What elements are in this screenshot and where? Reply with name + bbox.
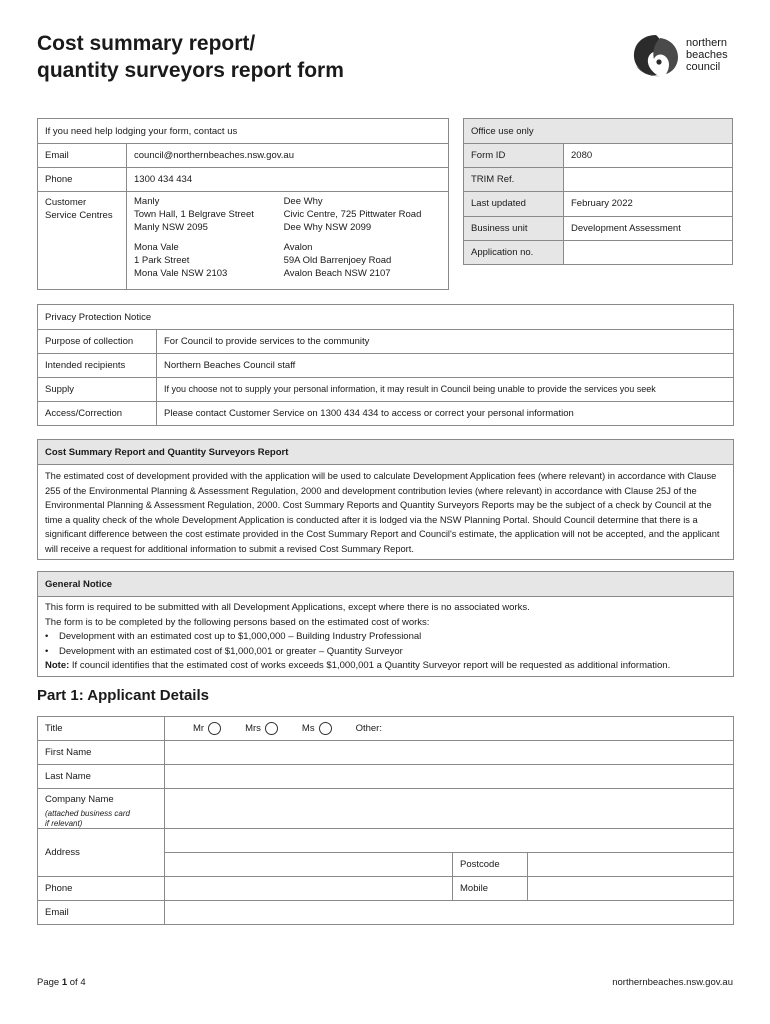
service-centres-label-line-2: Service Centres <box>45 210 113 221</box>
first-name-label: First Name <box>38 741 165 765</box>
general-notice-note <box>45 659 726 674</box>
page-current: 1 <box>61 977 68 988</box>
centre-avalon <box>284 241 441 280</box>
page-prefix: Page <box>37 977 62 988</box>
office-application-no-label: Application no. <box>464 240 564 264</box>
centre-dee-why <box>284 195 441 234</box>
bullet-text: Development with an estimated cost up to $1,000,000 – Building Industry Professional <box>59 631 422 643</box>
radio-mr[interactable] <box>208 722 221 735</box>
centre-street: Civic Centre, 725 Pittwater Road <box>283 209 422 220</box>
centre-suburb: Avalon Beach NSW 2107 <box>283 268 391 279</box>
service-centres-label <box>38 192 127 290</box>
company-name-field[interactable] <box>165 789 734 829</box>
centre-name: Avalon <box>283 242 313 253</box>
option-label: Mrs <box>245 723 261 734</box>
help-phone-value: 1300 434 434 <box>127 168 449 192</box>
privacy-purpose-label: Purpose of collection <box>38 330 157 354</box>
office-trim-label: TRIM Ref. <box>464 168 564 192</box>
logo-line-1: northern <box>686 37 727 49</box>
general-notice-bullet-2 <box>45 645 726 660</box>
page-suffix: of 4 <box>67 977 86 988</box>
office-use-table <box>463 118 733 265</box>
help-heading: If you need help lodging your form, contact us <box>38 119 449 144</box>
email-label: Email <box>38 901 165 925</box>
privacy-supply-value: If you choose not to supply your personal information, it may result in Council being unable to provide the services you seek <box>157 378 734 402</box>
footer-website[interactable]: northernbeaches.nsw.gov.au <box>612 977 733 988</box>
postcode-field[interactable] <box>528 853 734 877</box>
privacy-recipients-label: Intended recipients <box>38 354 157 378</box>
company-name-sublabel <box>45 809 157 828</box>
title-options <box>165 717 734 741</box>
general-notice-body <box>38 597 733 678</box>
logo-wordmark <box>686 37 728 73</box>
cost-report-notice <box>37 439 734 560</box>
privacy-recipients-value: Northern Beaches Council staff <box>157 354 734 378</box>
centre-suburb: Dee Why NSW 2099 <box>283 222 372 233</box>
radio-mrs[interactable] <box>265 722 278 735</box>
phone-label: Phone <box>38 877 165 901</box>
council-logo <box>630 32 742 80</box>
last-name-field[interactable] <box>165 765 734 789</box>
office-form-id-label: Form ID <box>464 144 564 168</box>
title-line-2: quantity surveyors report form <box>37 59 344 82</box>
privacy-access-value: Please contact Customer Service on 1300 434 434 to access or correct your personal information <box>157 402 734 426</box>
mobile-field[interactable] <box>528 877 734 901</box>
title-label: Title <box>38 717 165 741</box>
option-label: Ms <box>301 723 315 734</box>
general-notice-bullet-1 <box>45 630 726 645</box>
cost-report-heading: Cost Summary Report and Quantity Surveyors Report <box>38 440 733 465</box>
page-number <box>37 977 86 988</box>
centre-suburb: Mona Vale NSW 2103 <box>134 268 228 279</box>
address-label: Address <box>38 829 165 877</box>
office-trim-value[interactable] <box>564 168 733 192</box>
part-1-title: Part 1: Applicant Details <box>37 687 209 704</box>
help-contact-table <box>37 118 449 290</box>
centre-mona-vale <box>134 241 284 280</box>
privacy-purpose-value: For Council to provide services to the community <box>157 330 734 354</box>
help-email-value[interactable]: council@northernbeaches.nsw.gov.au <box>127 144 449 168</box>
address-field-line-1[interactable] <box>165 829 734 853</box>
office-last-updated-label: Last updated <box>464 192 564 216</box>
centre-street: 59A Old Barrenjoey Road <box>283 255 392 266</box>
office-form-id-value: 2080 <box>564 144 733 168</box>
title-option-mrs[interactable] <box>245 722 278 735</box>
centre-name: Dee Why <box>283 196 323 207</box>
service-centres-list <box>127 192 449 290</box>
first-name-field[interactable] <box>165 741 734 765</box>
sublabel-line-1: (attached business card <box>45 809 130 818</box>
general-notice-heading: General Notice <box>38 572 733 597</box>
general-notice <box>37 571 734 677</box>
postcode-label: Postcode <box>453 853 528 877</box>
privacy-heading: Privacy Protection Notice <box>38 305 734 330</box>
mobile-label: Mobile <box>453 877 528 901</box>
note-text: If council identifies that the estimated cost of works exceeds $1,000,001 a Quantity Surveyor report will be requested as additional information. <box>69 660 671 672</box>
centre-manly <box>134 195 284 234</box>
cost-report-body: The estimated cost of development provided with the application will be used to calculate Development Application fees (where relevant) in accordance with Clause 255 of the Environmental Planning & Assessment Regulation, 2000 and development contribution levies (where relevant) in accordance with Clause 25J of the Environmental Planning & Assessment Regulation, 2000. Cost Summary Reports and Quantity Surveyors Reports may be the subject of a check by Council at the time a quality check of the whole Development Application is conducted after it is lodged via the NSW Planning Portal. Should Council determine that there is a significant difference between the cost estimate provided in the Cost Summary Report and Council's estimate, the application will not be accepted, and the applicant will receive a request for additional information to submit a revised Cost Summary Report. <box>45 471 720 554</box>
title-other-field[interactable] <box>382 722 726 736</box>
general-notice-line-2: The form is to be completed by the following persons based on the estimated cost of works: <box>45 616 430 628</box>
office-business-unit-label: Business unit <box>464 216 564 240</box>
address-field-line-2[interactable] <box>165 853 453 877</box>
sublabel-line-2: if relevant) <box>45 818 83 828</box>
privacy-supply-label: Supply <box>38 378 157 402</box>
centre-name: Manly <box>134 196 160 207</box>
company-name-label-cell <box>38 789 165 829</box>
office-last-updated-value: February 2022 <box>564 192 733 216</box>
bullet-text: Development with an estimated cost of $1,000,001 or greater – Quantity Surveyor <box>59 645 403 657</box>
page-title <box>37 30 344 84</box>
title-other-label: Other: <box>355 723 382 734</box>
phone-field[interactable] <box>165 877 453 901</box>
privacy-access-label: Access/Correction <box>38 402 157 426</box>
northern-beaches-emblem-icon <box>630 32 682 78</box>
last-name-label: Last Name <box>38 765 165 789</box>
logo-line-2: beaches <box>686 49 728 61</box>
note-label: Note: <box>45 660 70 672</box>
applicant-details-table <box>37 716 734 925</box>
title-option-mr[interactable] <box>193 722 221 735</box>
office-application-no-value[interactable] <box>564 240 733 264</box>
centre-name: Mona Vale <box>134 242 179 253</box>
centre-street: Town Hall, 1 Belgrave Street <box>134 209 254 220</box>
privacy-notice-table <box>37 304 734 426</box>
office-business-unit-value: Development Assessment <box>564 216 733 240</box>
centre-street: 1 Park Street <box>134 255 190 266</box>
logo-line-3: council <box>686 61 721 73</box>
office-heading: Office use only <box>464 119 733 144</box>
centre-suburb: Manly NSW 2095 <box>134 222 208 233</box>
email-field[interactable] <box>165 901 734 925</box>
general-notice-line-1: This form is required to be submitted with all Development Applications, except where there is no associated works. <box>45 602 530 613</box>
service-centres-label-line-1: Customer <box>45 197 87 208</box>
radio-ms[interactable] <box>319 722 332 735</box>
company-name-label: Company Name <box>45 794 114 805</box>
title-line-1: Cost summary report/ <box>37 32 256 55</box>
help-phone-label: Phone <box>38 168 127 192</box>
title-option-ms[interactable] <box>302 722 332 735</box>
help-email-label: Email <box>38 144 127 168</box>
option-label: Mr <box>193 723 205 734</box>
